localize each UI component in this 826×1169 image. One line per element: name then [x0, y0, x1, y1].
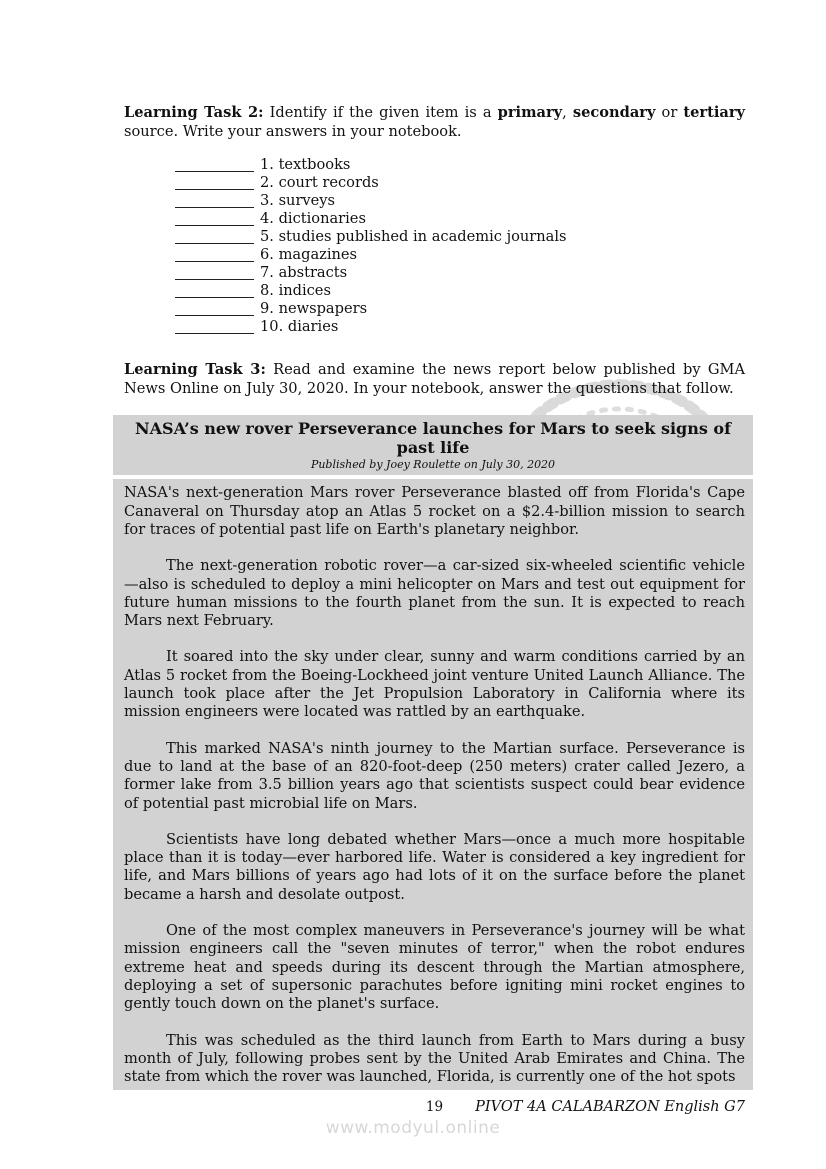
article-body: [113, 479, 753, 1090]
answer-blank: [175, 303, 254, 316]
article-paragraph: One of the most complex maneuvers in Perseverance's journey will be what mission engineers call the "seven minutes of terror," when the robot endures extreme heat and speeds during its descent through the Martian atmosphere, deploying a set of supersonic parachutes before igniting mini rocket engines to gently touch down on the planet's surface.: [124, 922, 745, 1013]
text-run: or: [655, 104, 684, 121]
answer-blank: [175, 285, 254, 298]
list-item-label: 6. magazines: [260, 246, 358, 264]
list-item-label: 2. court records: [260, 174, 379, 192]
list-item-label: 1. textbooks: [260, 156, 351, 174]
learning-task-3-section: [124, 361, 745, 398]
article-paragraph: Scientists have long debated whether Mars—once a much more hospitable place than it is today—ever harbored life. Water is considered a key ingredient for life, and Mars billions of years ago had lots of it on the surface before the planet became a harsh and desolate outpost.: [124, 830, 745, 903]
answer-blank: [175, 177, 254, 190]
bold-text-run: secondary: [572, 104, 656, 121]
answer-blank: [175, 195, 254, 208]
site-watermark: www.modyul.online: [325, 1118, 501, 1138]
answer-blank: [175, 231, 254, 244]
article-paragraph: The next-generation robotic rover—a car-sized six-wheeled scientific vehicle—also is scheduled to deploy a mini helicopter on Mars and test out equipment for future human missions to the fourth planet from the sun. It is expected to reach Mars next February.: [124, 557, 745, 630]
answer-blank: [175, 213, 254, 226]
bold-text-run: tertiary: [683, 104, 746, 121]
text-run: source. Write your answers in your notebook.: [124, 122, 462, 140]
list-item-label: 7. abstracts: [260, 264, 348, 282]
page-content: [124, 0, 745, 1117]
bold-text-run: Learning Task 3:: [124, 361, 266, 379]
list-item: [175, 192, 745, 210]
page-footer: [124, 1099, 745, 1117]
list-item-label: 9. newspapers: [260, 300, 368, 318]
bold-text-run: Learning Task 2:: [124, 104, 264, 121]
text-run: Read and examine the news report below published by GMA News Online on July 30, 2020. In your notebook, answer the questions that follow.: [124, 361, 746, 397]
article-title: NASA’s new rover Perseverance launches for Mars to seek signs of past life: [135, 419, 731, 458]
list-item: [175, 318, 745, 336]
list-item-label: 3. surveys: [260, 192, 336, 210]
list-item: [175, 228, 745, 246]
list-item: [175, 156, 745, 174]
footer-edition-label: PIVOT 4A CALABARZON English G7: [475, 1099, 745, 1116]
list-item-label: 5. studies published in academic journals: [260, 228, 567, 246]
article-paragraph: This marked NASA's ninth journey to the Martian surface. Perseverance is due to land at the base of an 820-foot-deep (250 meters) crater called Jezero, a former lake from 3.5 billion years ago that scientists suspect could bear evidence of potential past microbial life on Mars.: [124, 739, 745, 812]
news-article-box: [113, 415, 753, 1090]
answer-blank: [175, 249, 254, 262]
answer-blank: [175, 321, 254, 334]
text-run: Identify if the given item is a: [263, 104, 498, 121]
answer-blank: [175, 267, 254, 280]
article-paragraph: It soared into the sky under clear, sunny and warm conditions carried by an Atlas 5 rocket from the Boeing-Lockheed joint venture United Launch Alliance. The launch took place after the Jet Propulsion Laboratory in California where its mission engineers were located was rattled by an earthquake.: [124, 648, 745, 721]
article-header: [113, 415, 753, 475]
answer-list: [175, 156, 745, 336]
list-item: [175, 282, 745, 300]
article-byline: Published by Joey Roulette on July 30, 2020: [310, 458, 556, 472]
answer-blank: [175, 159, 254, 172]
learning-task-2-section: [124, 0, 745, 336]
article-paragraph: This was scheduled as the third launch from Earth to Mars during a busy month of July, following probes sent by the United Arab Emirates and China. The state from which the rover was launched, Florida, is currently one of the hot spots: [124, 1031, 745, 1086]
bold-text-run: primary: [497, 104, 563, 121]
list-item-label: 8. indices: [260, 282, 331, 300]
list-item-label: 10. diaries: [260, 318, 339, 336]
article-paragraph: NASA's next-generation Mars rover Perseverance blasted off from Florida's Cape Canaveral on Thursday atop an Atlas 5 rocket on a $2.4-billion mission to search for traces of potential past life on Earth's planetary neighbor.: [124, 484, 745, 538]
list-item: [175, 174, 745, 192]
list-item: [175, 210, 745, 228]
page-number: 19: [425, 1099, 444, 1116]
list-item: [175, 246, 745, 264]
list-item: [175, 264, 745, 282]
list-item: [175, 300, 745, 318]
learning-task-2-heading: [124, 104, 745, 141]
learning-task-3-heading: [124, 361, 745, 398]
text-run: ,: [562, 104, 573, 121]
list-item-label: 4. dictionaries: [260, 210, 366, 228]
